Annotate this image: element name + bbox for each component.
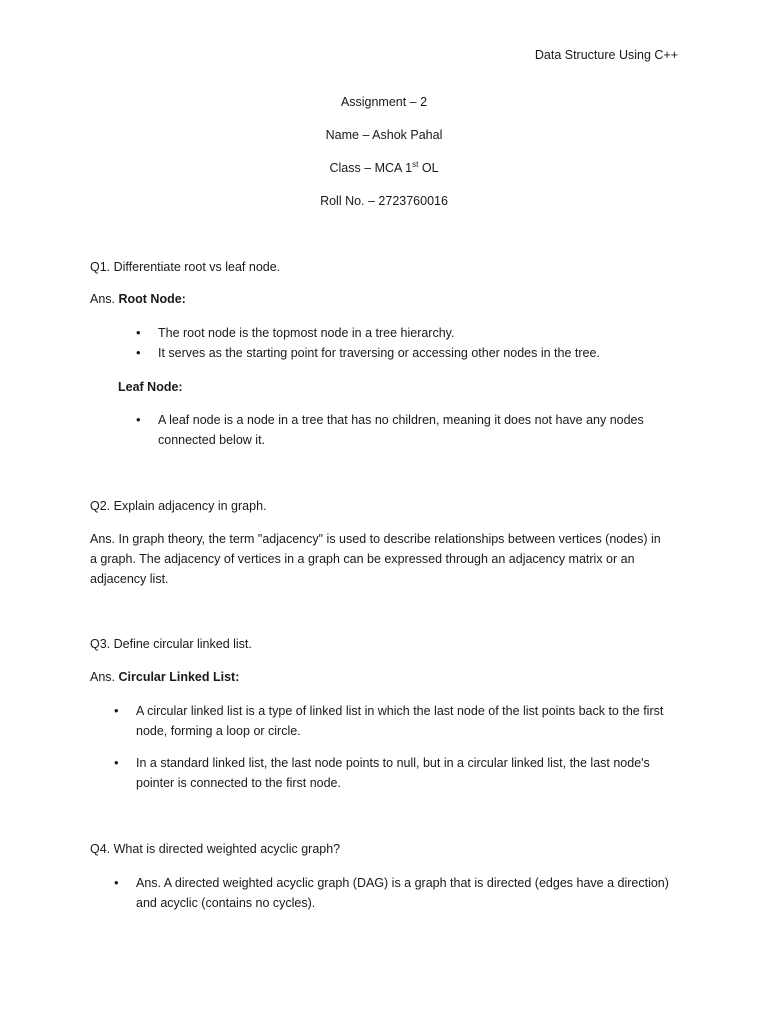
root-bullet-2: It serves as the starting point for traversing or accessing other nodes in the tree. — [158, 346, 600, 360]
root-node-heading: Root Node: — [118, 292, 186, 306]
root-node-list — [136, 323, 698, 363]
student-name: Name – Ashok Pahal — [325, 128, 443, 142]
student-class — [0, 158, 768, 178]
list-item — [136, 410, 698, 450]
q2-question: Q2. Explain adjacency in graph. — [90, 499, 267, 513]
list-item — [114, 701, 696, 741]
q4-bullet-line-2: and acyclic (contains no cycles). — [136, 896, 316, 910]
q3-bullet-2-line-1: In a standard linked list, the last node points to null, but in a circular linked list, the last node's — [136, 756, 650, 770]
list-item — [114, 873, 696, 913]
q2-answer-line-3: adjacency list. — [90, 572, 169, 586]
leaf-bullet-line-2: connected below it. — [158, 433, 266, 447]
assignment-title: Assignment – 2 — [340, 95, 428, 109]
bullet-icon: • — [114, 755, 119, 770]
leaf-bullet-line-1: A leaf node is a node in a tree that has no children, meaning it does not have any nodes — [158, 413, 644, 427]
leaf-node-list — [136, 410, 698, 450]
page-header: Data Structure Using C++ — [534, 48, 678, 62]
q3-bullet-2-line-2: pointer is connected to the first node. — [136, 776, 341, 790]
list-item — [114, 753, 696, 793]
circular-list-bullets — [114, 701, 696, 793]
q1-ans-prefix: Ans. — [90, 292, 119, 306]
leaf-node-heading — [118, 377, 183, 397]
q4-answer-bullets — [114, 873, 696, 913]
q3-bullet-1-line-2: node, forming a loop or circle. — [136, 724, 301, 738]
bullet-icon: • — [114, 875, 119, 890]
class-prefix: Class – MCA 1 — [329, 161, 413, 175]
bullet-icon: • — [136, 412, 141, 427]
q3-question: Q3. Define circular linked list. — [90, 637, 252, 651]
class-suffix: OL — [418, 161, 439, 175]
q1-question: Q1. Differentiate root vs leaf node. — [90, 260, 281, 274]
list-item — [136, 323, 698, 343]
q4-question: Q4. What is directed weighted acyclic graph? — [90, 842, 341, 856]
q3-ans-prefix: Ans. — [90, 670, 119, 684]
q2-answer-line-1: Ans. In graph theory, the term "adjacency" is used to describe relationships between vertices (nodes) in — [90, 532, 661, 546]
q4-bullet-line-1: Ans. A directed weighted acyclic graph (DAG) is a graph that is directed (edges have a direction) — [136, 876, 669, 890]
q2-answer-line-2: a graph. The adjacency of vertices in a graph can be expressed through an adjacency matrix or an — [90, 552, 635, 566]
root-bullet-1: The root node is the topmost node in a tree hierarchy. — [158, 326, 455, 340]
q1-answer-heading — [90, 289, 690, 309]
bullet-icon: • — [136, 345, 141, 360]
list-item — [136, 343, 698, 363]
bullet-icon: • — [114, 703, 119, 718]
q3-answer-heading — [90, 667, 690, 687]
circular-linked-list-heading: Circular Linked List: — [118, 670, 240, 684]
roll-number: Roll No. – 2723760016 — [320, 194, 448, 208]
class-superscript: st — [412, 160, 419, 169]
q3-bullet-1-line-1: A circular linked list is a type of linked list in which the last node of the list points back to the first — [136, 704, 664, 718]
leaf-node-heading-text: Leaf Node: — [118, 380, 183, 394]
bullet-icon: • — [136, 325, 141, 340]
